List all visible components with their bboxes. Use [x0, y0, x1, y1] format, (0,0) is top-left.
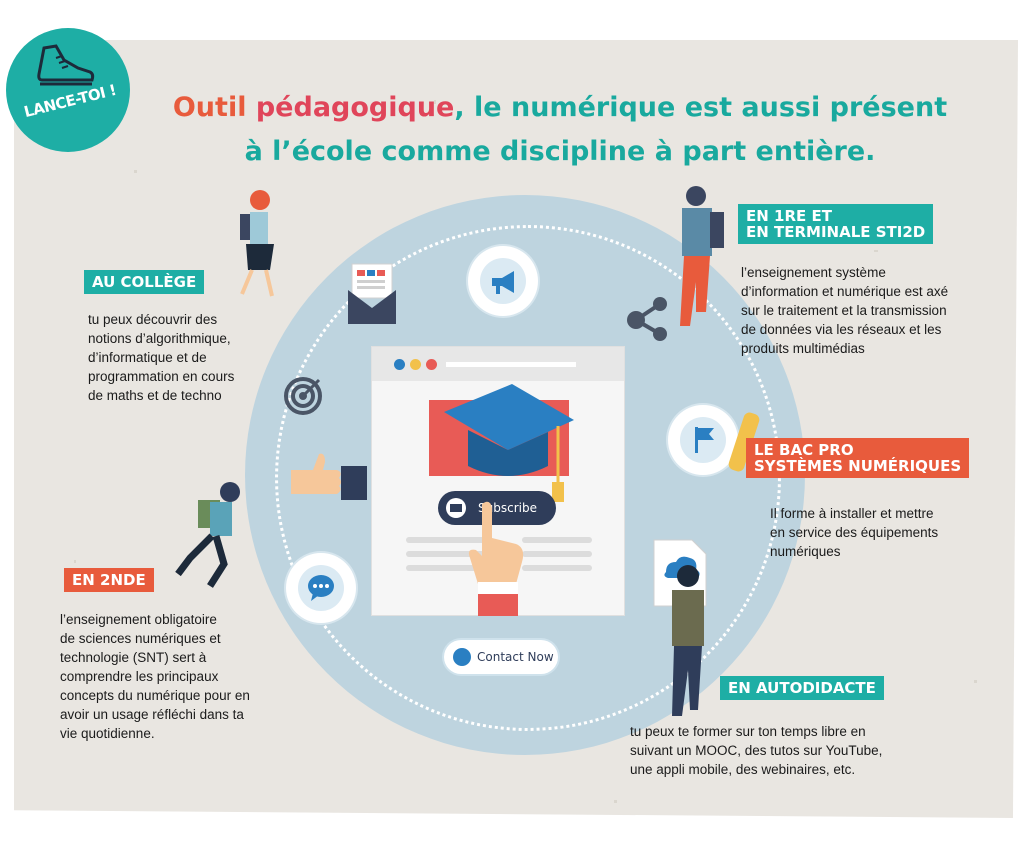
subscribe-label: Subscribe — [478, 501, 537, 515]
page-title — [150, 86, 970, 174]
autodidacte-heading: EN AUTODIDACTE — [720, 676, 884, 700]
thumbs-up-icon — [287, 452, 373, 508]
student-standing-icon — [666, 182, 732, 332]
contact-dot-icon — [452, 647, 472, 667]
title-line-1: Outil pédagogique, le numérique est aussi présent — [172, 92, 948, 123]
window-dot — [394, 359, 405, 370]
contact-now-button[interactable] — [444, 640, 558, 674]
bacpro-text: Il forme à installer et mettre en service des équipements numériques — [770, 506, 939, 559]
student-phone-icon — [660, 560, 720, 720]
share-icon — [622, 296, 672, 342]
title-line-2: à l’école comme discipline à part entière. — [244, 136, 876, 167]
pointing-hand-icon — [460, 498, 530, 616]
chat-icon — [305, 573, 337, 603]
college-heading: AU COLLÈGE — [84, 270, 204, 294]
student-running-icon — [170, 478, 250, 598]
contact-now-label: Contact Now — [477, 650, 554, 664]
college-text: tu peux découvrir des notions d’algorithmique, d’informatique et de programmation en cours de maths et de techno — [88, 312, 235, 403]
megaphone-icon — [488, 268, 520, 296]
autodidacte-text: tu peux te former sur ton temps libre en suivant un MOOC, des tutos sur YouTube, une appli mobile, des webinaires, etc. — [630, 724, 883, 777]
megaphone-bubble — [468, 246, 538, 316]
email-icon — [346, 262, 398, 326]
lance-toi-badge — [6, 28, 130, 152]
sti2d-text: l’enseignement système d’information et numérique est axé sur le traitement et la transmission de données via les réseaux et les produits multimédias — [741, 265, 949, 356]
sneaker-icon — [34, 40, 98, 90]
seconde-heading: EN 2NDE — [64, 568, 154, 592]
seconde-text: l’enseignement obligatoire de sciences numériques et technologie (SNT) sert à comprendre les principaux concepts du numérique pour en avoir un usage réfléchi dans ta vie quotidienne. — [60, 612, 250, 741]
browser-title-bar — [372, 347, 624, 381]
student-walking-icon — [228, 186, 288, 304]
target-icon — [283, 376, 323, 416]
bacpro-heading: LE BAC PRO SYSTÈMES NUMÉRIQUES — [746, 438, 969, 478]
window-dot — [426, 359, 437, 370]
chat-bubble — [286, 553, 356, 623]
badge-label: LANCE-TOI ! — [22, 80, 118, 122]
flag-icon — [692, 425, 718, 455]
window-dot — [410, 359, 421, 370]
sti2d-heading: EN 1RE ET EN TERMINALE STI2D — [738, 204, 933, 244]
